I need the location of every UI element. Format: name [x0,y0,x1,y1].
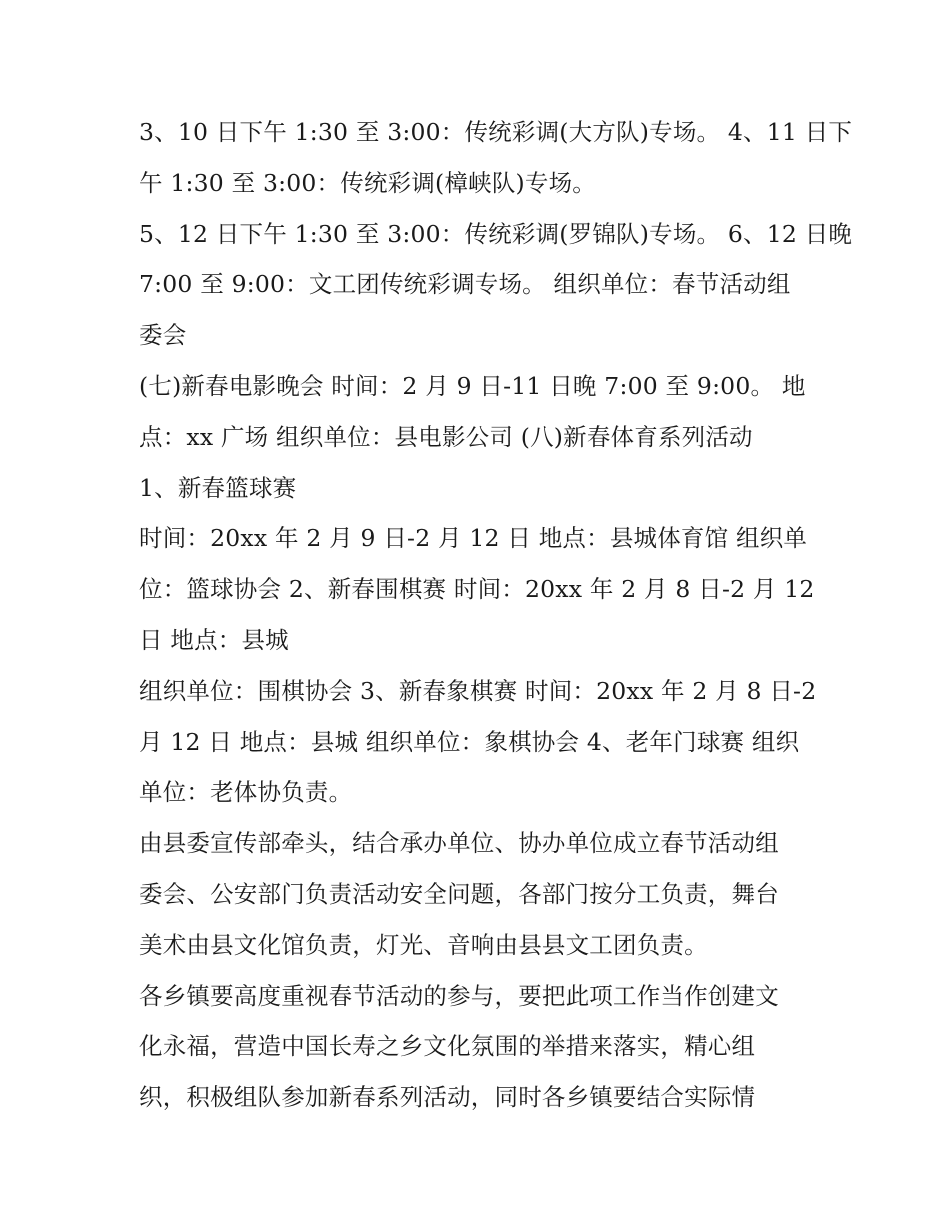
text-line: 委会、公安部门负责活动安全问题，各部门按分工负责，舞台 [139,879,779,908]
text-line: 单位：老体协负责。 [139,778,353,807]
text-line: 月 12 日 地点：县城 组织单位：象棋协会 4、老年门球赛 组织 [139,727,800,756]
text-line: 点：xx 广场 组织单位：县电影公司 (八)新春体育系列活动 [139,422,753,451]
text-line: 美术由县文化馆负责，灯光、音响由县县文工团负责。 [139,930,708,959]
paragraph-organization [139,818,819,970]
text-line: 时间：20xx 年 2 月 9 日-2 月 12 日 地点：县城体育馆 组织单 [139,524,808,553]
text-line: 日 地点：县城 [139,625,289,654]
text-line: 织，积极组队参加新春系列活动，同时各乡镇要结合实际情 [139,1083,756,1112]
text-line: 组织单位：围棋协会 3、新春象棋赛 时间：20xx 年 2 月 8 日-2 [139,676,817,705]
text-line: 7:00 至 9:00：文工团传统彩调专场。 组织单位：春节活动组 [139,270,791,299]
document-body [139,107,853,1123]
text-line: 午 1:30 至 3:00：传统彩调(樟峡队)专场。 [139,168,596,197]
paragraph-basketball-go-details [139,513,819,665]
paragraph-caitiao-schedule-1 [139,107,853,209]
text-line: 1、新春篮球赛 [139,473,297,502]
paragraph-township-participation [139,971,819,1123]
text-line: 由县委宣传部牵头，结合承办单位、协办单位成立春节活动组 [139,829,779,858]
paragraph-film-night [139,361,819,463]
text-line: 位：篮球协会 2、新春围棋赛 时间：20xx 年 2 月 8 日-2 月 12 [139,575,815,604]
paragraph-caitiao-schedule-2 [139,209,853,361]
text-line: 委会 [139,321,187,350]
text-line: 化永福，营造中国长寿之乡文化氛围的举措来落实，精心组 [139,1032,756,1061]
text-line: (七)新春电影晚会 时间：2 月 9 日-11 日晚 7:00 至 9:00。 地 [139,371,806,400]
paragraph-basketball-heading [139,463,819,514]
paragraph-chess-gateball [139,666,819,818]
text-line: 5、12 日下午 1:30 至 3:00：传统彩调(罗锦队)专场。 6、12 日晚 [139,219,853,248]
text-line: 3、10 日下午 1:30 至 3:00：传统彩调(大方队)专场。 4、11 日下 [139,118,853,146]
text-line: 各乡镇要高度重视春节活动的参与，要把此项工作当作创建文 [139,981,779,1010]
